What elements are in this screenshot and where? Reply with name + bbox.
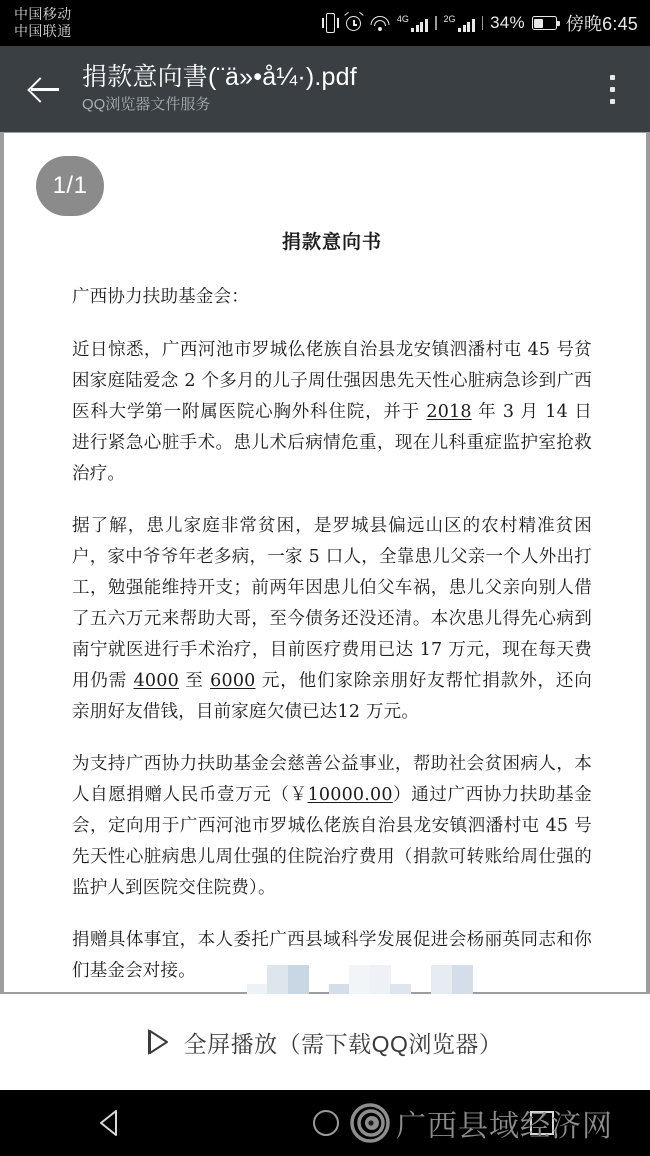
signal-divider xyxy=(435,16,437,30)
wifi-icon xyxy=(370,15,390,31)
play-triangle-icon xyxy=(148,1029,170,1055)
fullscreen-play-label: 全屏播放（需下载QQ浏览器） xyxy=(183,1030,503,1057)
alarm-icon xyxy=(345,14,363,32)
battery-icon xyxy=(532,16,557,30)
document-heading: 捐款意向书 xyxy=(281,231,382,253)
network-type-4g-label: 4G xyxy=(396,13,409,24)
document-paragraph-1: 近日惊悉，广西河池市罗城仫佬族自治县龙安镇泗潘村屯 45 号贫困家庭陆爱念 2 个多月的儿子周仕强因患先天性心脏病急诊到广西医科大学第一附属医院心胸外科住院，并于 2018 年 3 月 14 日进行紧急心脏手术。患儿术后病情危重，现在儿科重症监护室抢救治疗。 xyxy=(72,340,593,484)
document-paragraph-4: 捐赠具体事宜，本人委托广西县域科学发展促进会杨丽英同志和你们基金会对接。 xyxy=(72,930,592,981)
signal-4g-icon xyxy=(397,15,428,32)
document-paragraph-2: 据了解，患儿家庭非常贫困，是罗城县偏远山区的农村精准贫困户，家中爷爷年老多病，一家 5 口人，全靠患儿父亲一个人外出打工，勉强能维持开支；前两年因患儿伯父车祸，患儿父亲向别人借了五六万元来帮助大哥，至今债务还没还清。本次患儿得先心病到南宁就医进行手术治疗，目前医疗费用已达 17 万元，现在每天费用仍需 4000 至 6000 元，他们家除亲朋好友帮忙捐款外，还向亲朋好友借钱，目前家庭欠债已达12 万元。 xyxy=(72,516,592,722)
network-type-2g-label: 2G xyxy=(443,13,456,24)
watermark-text: 广西县域经济网 xyxy=(396,1109,613,1144)
carrier-secondary: 中国联通 xyxy=(14,23,72,39)
fullscreen-play-bar[interactable] xyxy=(0,994,650,1090)
app-header xyxy=(0,46,650,132)
header-title-group xyxy=(78,62,590,116)
underlined-donation-amount: 10000.00 xyxy=(307,785,393,805)
document-salutation: 广西协力扶助基金会： xyxy=(72,287,249,307)
nav-home-icon[interactable] xyxy=(313,1110,339,1136)
underlined-amount-min: 4000 xyxy=(133,671,179,691)
document-paragraph-3: 为支持广西协力扶助基金会慈善公益事业，帮助社会贫困病人，本人自愿捐赠人民币壹万元（￥10000.00）通过广西协力扶助基金会，定向用于广西河池市罗城仫佬族自治县龙安镇泗潘村屯 45 号先天性心脏病患儿周仕强的住院治疗费用（捐款可转账给周仕强的监护人到医院交住院费）。 xyxy=(72,754,592,898)
nav-back-icon[interactable] xyxy=(96,1108,122,1138)
back-arrow-icon[interactable] xyxy=(22,66,68,112)
carrier-labels xyxy=(14,6,72,40)
document-page[interactable] xyxy=(0,132,650,994)
status-clock: 傍晚6:45 xyxy=(565,14,638,34)
underlined-amount-max: 6000 xyxy=(210,671,256,691)
overflow-menu-icon[interactable] xyxy=(590,63,634,115)
android-nav-bar xyxy=(0,1090,650,1156)
nav-recent-icon[interactable] xyxy=(530,1111,554,1135)
carrier-primary: 中国移动 xyxy=(14,6,72,22)
page-subtitle: QQ浏览器文件服务 xyxy=(82,96,211,113)
status-icons xyxy=(323,10,638,36)
battery-percent-label: 34% xyxy=(490,13,525,32)
underlined-year-1: 2018 xyxy=(426,402,472,422)
page-indicator-badge: 1/1 xyxy=(36,156,104,216)
page-title: 捐款意向書(¨ä»•å¼·).pdf xyxy=(82,63,357,91)
vibrate-icon xyxy=(323,12,338,34)
signal-2g-icon xyxy=(444,15,475,32)
status-bar xyxy=(0,0,650,46)
document-body xyxy=(4,133,646,992)
signal-divider-2 xyxy=(482,16,484,30)
